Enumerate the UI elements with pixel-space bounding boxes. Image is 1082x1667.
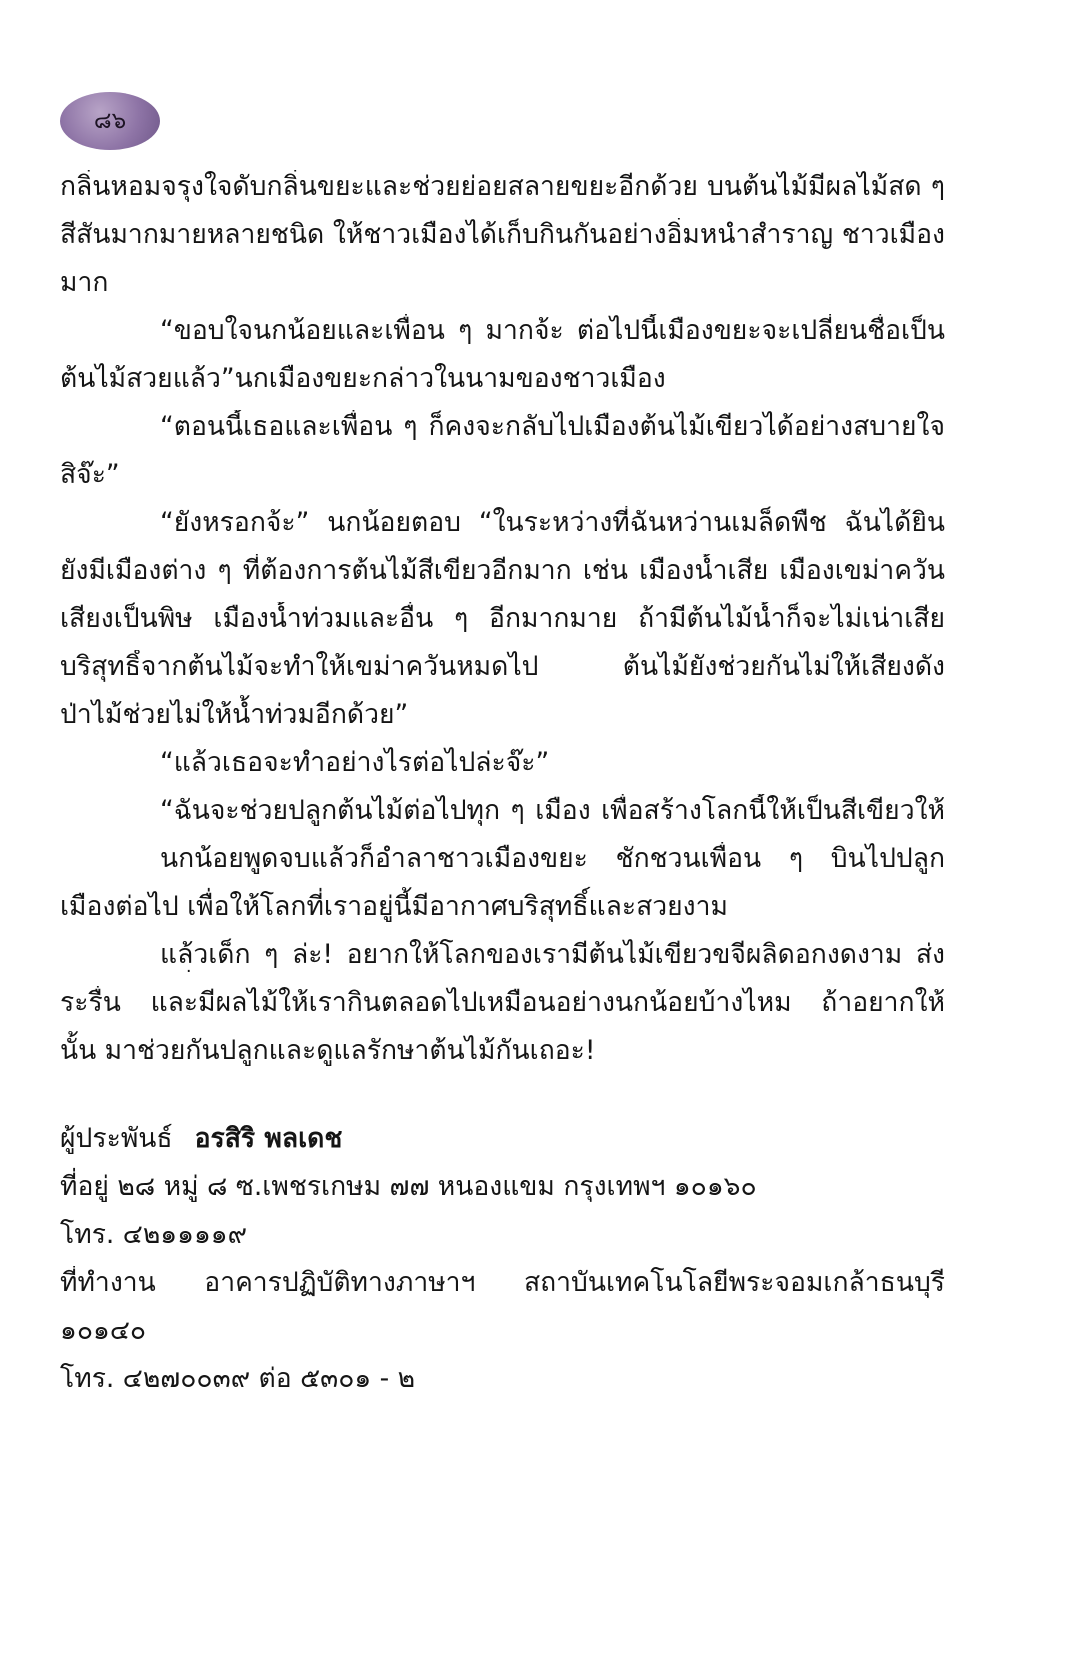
body-line: “ตอนนี้เธอและเพื่อน ๆ ก็คงจะกลับไปเมืองต้นไม้เขียวได้อย่างสบายใจ	[160, 411, 945, 442]
body-line: นกน้อยพูดจบแล้วก็อำลาชาวเมืองขยะ ชักชวนเพื่อน ๆ บินไปปลูก	[160, 843, 945, 874]
body-line: นั้น มาช่วยกันปลูกและดูแลรักษาต้นไม้กันเถอะ!	[60, 1035, 596, 1066]
author-line	[60, 1122, 342, 1156]
body-line: “แล้วเธอจะทำอย่างไรต่อไปล่ะจ๊ะ”	[160, 747, 550, 778]
body-line: ต้นไม้สวยแล้ว”นกเมืองขยะกล่าวในนามของชาวเมือง	[60, 363, 666, 394]
address-line: ที่อยู่ ๒๘ หมู่ ๘ ซ.เพชรเกษม ๗๗ หนองแขม กรุงเทพฯ ๑๐๑๖๐	[60, 1171, 757, 1202]
body-line: สีสันมากมายหลายชนิด ให้ชาวเมืองได้เก็บกินกันอย่างอิ่มหนำสำราญ ชาวเมือง	[60, 219, 945, 250]
page-number: ๘๖	[93, 108, 127, 134]
body-line: มาก	[60, 267, 109, 298]
body-line: เสียงเป็นพิษ เมืองน้ำท่วมและอื่น ๆ อีกมากมาย ถ้ามีต้นไม้น้ำก็จะไม่เน่าเสีย	[60, 603, 945, 634]
work-phone-line: โทร. ๔๒๗๐๐๓๙ ต่อ ๕๓๐๑ - ๒	[60, 1363, 416, 1394]
body-line: บริสุทธิ์จากต้นไม้จะทำให้เขม่าควันหมดไป ต้นไม้ยังช่วยกันไม่ให้เสียงดัง	[60, 651, 945, 682]
postcode-line: ๑๐๑๔๐	[60, 1315, 147, 1346]
body-line: ระรื่น และมีผลไม้ให้เรากินตลอดไปเหมือนอย่างนกน้อยบ้างไหม ถ้าอยากให้	[60, 987, 945, 1018]
author-name: อรสิริ พลเดช	[194, 1123, 343, 1154]
phone-line: โทร. ๔๒๑๑๑๑๙	[60, 1219, 248, 1250]
body-line: “ขอบใจนกน้อยและเพื่อน ๆ มากจ้ะ ต่อไปนี้เมืองขยะจะเปลี่ยนชื่อเป็น	[160, 315, 945, 346]
workplace-line: ที่ทำงาน อาคารปฏิบัติทางภาษาฯ สถาบันเทคโนโลยีพระจอมเกล้าธนบุรี	[60, 1267, 945, 1298]
body-line: แล้วเด็ก ๆ ล่ะ! อยากให้โลกของเรามีต้นไม้เขียวขจีผลิดอกงดงาม ส่ง	[160, 939, 945, 970]
body-line: สิจ๊ะ”	[60, 459, 120, 490]
body-line: “ฉันจะช่วยปลูกต้นไม้ต่อไปทุก ๆ เมือง เพื่อสร้างโลกนี้ให้เป็นสีเขียวให้	[160, 795, 945, 826]
body-line: กลิ่นหอมจรุงใจดับกลิ่นขยะและช่วยย่อยสลายขยะอีกด้วย บนต้นไม้มีผลไม้สด ๆ	[60, 171, 945, 202]
body-line: ป่าไม้ช่วยไม่ให้น้ำท่วมอีกด้วย”	[60, 699, 409, 730]
body-line: ยังมีเมืองต่าง ๆ ที่ต้องการต้นไม้สีเขียวอีกมาก เช่น เมืองน้ำเสีย เมืองเขม่าควัน	[60, 555, 945, 586]
body-line: “ยังหรอกจ้ะ” นกน้อยตอบ “ในระหว่างที่ฉันหว่านเมล็ดพืช ฉันได้ยิน	[160, 507, 945, 538]
author-label: ผู้ประพันธ์	[60, 1123, 173, 1154]
body-line: เมืองต่อไป เพื่อให้โลกที่เราอยู่นี้มีอากาศบริสุทธิ์และสวยงาม	[60, 891, 728, 922]
page-number-badge	[60, 92, 160, 150]
